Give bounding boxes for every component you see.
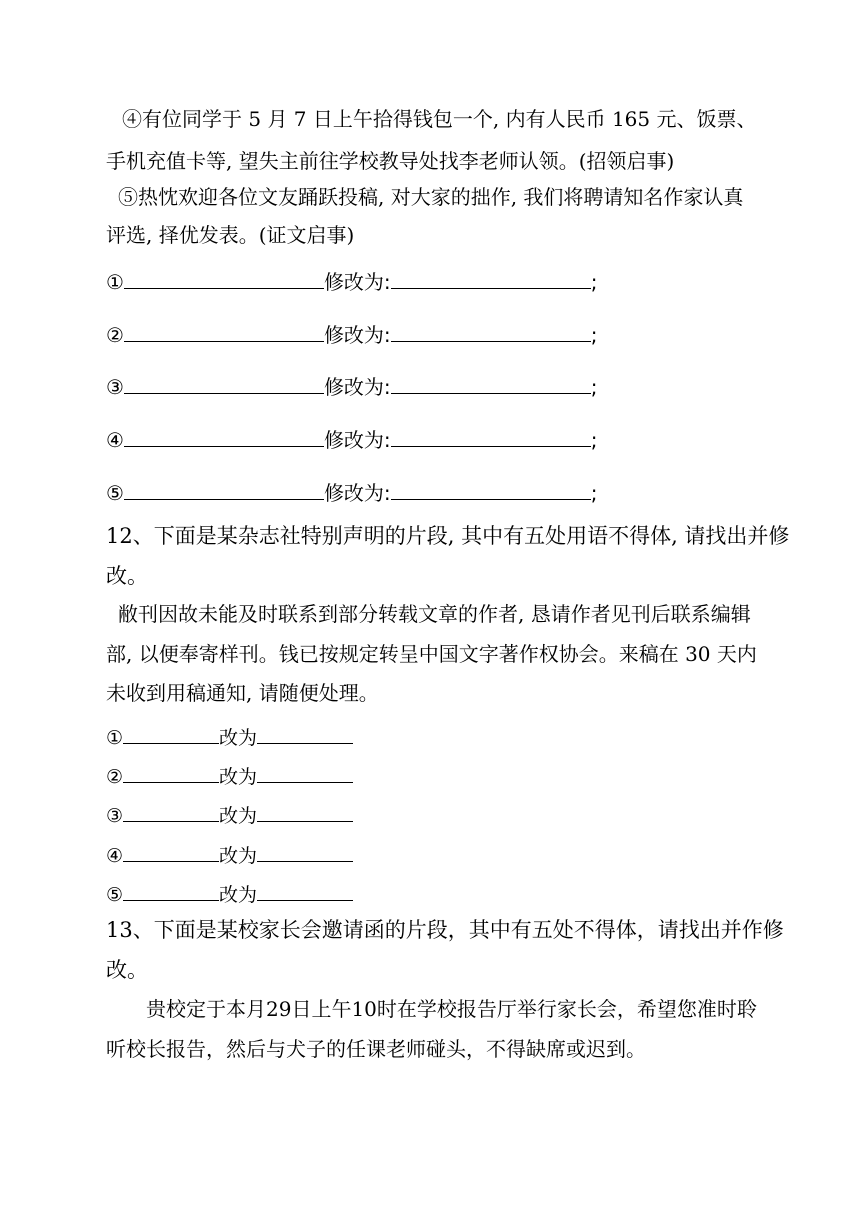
answer-blank[interactable]	[391, 373, 591, 394]
answer-blank[interactable]	[257, 801, 353, 822]
answer-label: 修改为:	[323, 323, 391, 347]
answer-row-a-2	[106, 321, 597, 348]
answer-blank[interactable]	[124, 373, 324, 394]
answer-blank[interactable]	[123, 841, 219, 862]
answer-number: ④	[106, 428, 124, 452]
answer-label: 改为	[219, 845, 258, 867]
answer-number: ③	[106, 805, 124, 827]
answer-end: ;	[590, 375, 598, 399]
answer-blank[interactable]	[257, 723, 353, 744]
answer-blank[interactable]	[257, 841, 353, 862]
paragraph-5-line-1: ⑤热忱欢迎各位文友踊跃投稿, 对大家的拙作, 我们将聘请知名作家认真	[118, 185, 744, 209]
answer-number: ①	[106, 270, 124, 294]
paragraph-4-line-1: ④有位同学于 5 月 7 日上午拾得钱包一个, 内有人民币 165 元、饭票、	[122, 107, 757, 131]
answer-row-a-5	[106, 479, 597, 506]
question-12-passage-2: 部, 以便奉寄样刊。钱已按规定转呈中国文字著作权协会。来稿在 30 天内	[106, 642, 757, 666]
answer-number: ③	[106, 375, 124, 399]
question-13-passage-2: 听校长报告，然后与犬子的任课老师碰头，不得缺席或迟到。	[106, 1037, 646, 1061]
answer-blank[interactable]	[124, 426, 324, 447]
answer-label: 改为	[219, 766, 258, 788]
answer-label: 改为	[219, 727, 258, 749]
answer-blank[interactable]	[257, 762, 353, 783]
answer-label: 改为	[219, 805, 258, 827]
answer-label: 修改为:	[323, 375, 391, 399]
answer-blank[interactable]	[391, 479, 591, 500]
answer-blank[interactable]	[123, 880, 219, 901]
answer-blank[interactable]	[123, 762, 219, 783]
answer-blank[interactable]	[124, 268, 324, 289]
answer-number: ④	[106, 845, 124, 867]
question-13-passage-1: 贵校定于本月29日上午10时在学校报告厅举行家长会，希望您准时聆	[146, 997, 757, 1021]
answer-label: 修改为:	[323, 270, 391, 294]
paragraph-4-line-2: 手机充值卡等, 望失主前往学校教导处找李老师认领。(招领启事)	[106, 149, 675, 173]
answer-number: ①	[106, 727, 124, 749]
question-13-line-2: 改。	[106, 958, 148, 982]
answer-blank[interactable]	[391, 268, 591, 289]
answer-row-b-2	[106, 762, 353, 789]
answer-blank[interactable]	[391, 321, 591, 342]
answer-blank[interactable]	[257, 880, 353, 901]
answer-end: ;	[590, 323, 598, 347]
answer-end: ;	[590, 481, 598, 505]
answer-label: 修改为:	[323, 428, 391, 452]
answer-label: 修改为:	[323, 481, 391, 505]
answer-end: ;	[590, 270, 598, 294]
answer-row-a-1	[106, 268, 597, 295]
answer-blank[interactable]	[123, 723, 219, 744]
answer-blank[interactable]	[124, 479, 324, 500]
question-12-passage-1: 敝刊因故未能及时联系到部分转载文章的作者, 恳请作者见刊后联系编辑	[118, 602, 751, 626]
answer-label: 改为	[219, 884, 258, 906]
answer-row-b-1	[106, 723, 353, 750]
question-13-line-1: 13、下面是某校家长会邀请函的片段，其中有五处不得体，请找出并作修	[106, 918, 784, 942]
answer-number: ⑤	[106, 481, 124, 505]
paragraph-5-line-2: 评选, 择优发表。(证文启事)	[106, 223, 355, 247]
answer-number: ⑤	[106, 884, 124, 906]
answer-end: ;	[590, 428, 598, 452]
answer-blank[interactable]	[391, 426, 591, 447]
question-12-passage-3: 未收到用稿通知, 请随便处理。	[106, 681, 379, 705]
answer-row-a-3	[106, 373, 597, 400]
answer-blank[interactable]	[124, 321, 324, 342]
question-12-line-1: 12、下面是某杂志社特别声明的片段, 其中有五处用语不得体, 请找出并修	[106, 524, 790, 548]
answer-row-a-4	[106, 426, 597, 453]
question-12-line-2: 改。	[106, 564, 148, 588]
answer-number: ②	[106, 323, 124, 347]
answer-number: ②	[106, 766, 124, 788]
answer-row-b-5	[106, 880, 353, 907]
answer-row-b-4	[106, 841, 353, 868]
answer-blank[interactable]	[123, 801, 219, 822]
answer-row-b-3	[106, 801, 353, 828]
